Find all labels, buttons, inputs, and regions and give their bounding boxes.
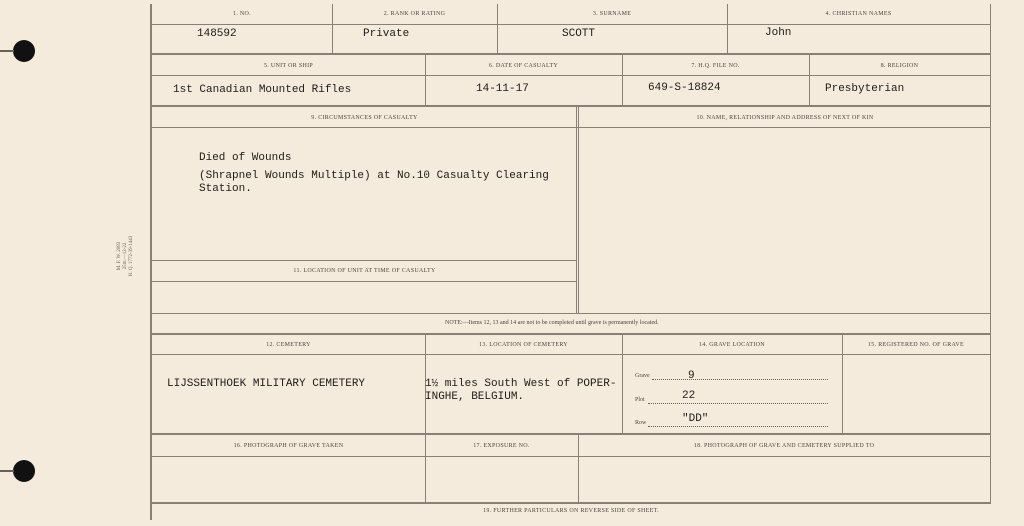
unit-label: 5. UNIT OR SHIP	[263, 63, 314, 69]
row2-mid-rule	[152, 75, 990, 76]
row-value: "DD"	[682, 413, 709, 425]
note-top-rule	[152, 313, 990, 314]
right-border	[990, 4, 991, 504]
row2-bottom-rule	[152, 105, 990, 107]
religion-label: 8. RELIGION	[880, 63, 919, 69]
location-cemetery-label: 13. LOCATION OF CEMETERY	[479, 342, 568, 348]
next-of-kin-label: 10. NAME, RELATIONSHIP AND ADDRESS OF NEXT OF KIN	[696, 115, 874, 121]
hole-stub-top	[0, 50, 14, 52]
row4-header-rule	[152, 354, 990, 355]
file-no-label: 7. H.Q. FILE NO.	[691, 63, 740, 69]
footer-rule	[152, 502, 990, 504]
grave-location-label: 14. GRAVE LOCATION	[699, 342, 765, 348]
plot-dots	[648, 403, 828, 404]
print-line-2: 25m.—12-22	[123, 242, 128, 270]
file-no-value: 649-S-18824	[648, 82, 721, 94]
plot-field-label: Plot	[635, 397, 645, 403]
footer-note: 19. FURTHER PARTICULARS ON REVERSE SIDE OF SHEET.	[483, 508, 659, 514]
rank-label: 2. RANK OR RATING	[383, 11, 446, 17]
photo-taken-label: 16. PHOTOGRAPH OF GRAVE TAKEN	[233, 443, 344, 449]
row5-header-rule	[152, 456, 990, 457]
grave-dots	[652, 379, 828, 380]
service-number: 148592	[197, 28, 237, 40]
grave-field-label: Grave	[635, 373, 650, 379]
no-label: 1. NO.	[233, 11, 251, 17]
row1-bottom-rule	[152, 53, 990, 55]
surname-label: 3. SURNAME	[592, 11, 632, 17]
row3-header-rule	[152, 127, 990, 128]
circumstances-label: 9. CIRCUMSTANCES OF CASUALTY	[311, 115, 418, 121]
registered-no-label: 15. REGISTERED NO. OF GRAVE	[868, 342, 964, 348]
row3-div-double	[576, 107, 577, 313]
photo-supplied-label: 18. PHOTOGRAPH OF GRAVE AND CEMETERY SUPPLIED TO	[693, 443, 875, 449]
date-value: 14-11-17	[476, 83, 529, 95]
religion-value: Presbyterian	[825, 83, 905, 95]
circumstances-line-2: (Shrapnel Wounds Multiple) at No.10 Casualty Clearing Station.	[199, 170, 549, 195]
plot-value: 22	[682, 390, 696, 402]
grave-value: 9	[688, 370, 695, 382]
cemetery-label: 12. CEMETERY	[266, 342, 311, 348]
punch-hole-top	[13, 40, 35, 62]
row4-div-2	[622, 335, 623, 433]
row-dots	[648, 426, 828, 427]
row-field-label: Row	[635, 420, 647, 426]
rank-value: Private	[363, 28, 410, 40]
row1-mid-rule	[152, 24, 990, 25]
note-bottom-rule	[152, 333, 990, 335]
circumstances-line-1: Died of Wounds	[199, 152, 292, 164]
date-label: 6. DATE OF CASUALTY	[488, 63, 559, 69]
surname-value: SCOTT	[562, 28, 596, 40]
row3-div	[578, 107, 579, 313]
row4-bottom-rule	[152, 433, 990, 435]
row4-div-3	[842, 335, 843, 433]
punch-hole-bottom	[13, 460, 35, 482]
cemetery-value: LIJSSENTHOEK MILITARY CEMETERY	[167, 378, 366, 390]
exposure-label: 17. EXPOSURE NO.	[473, 443, 530, 449]
location-unit-top-rule	[152, 260, 577, 261]
christian-names-value: John	[765, 27, 792, 39]
print-line-3: H. Q. 1772-39-1443	[129, 235, 134, 277]
note-text: NOTE:—Items 12, 13 and 14 are not to be completed until grave is permanently located.	[445, 320, 659, 326]
unit-value: 1st Canadian Mounted Rifles	[173, 84, 352, 96]
location-cemetery-value: 1½ miles South West of POPER- INGHE, BELGIUM.	[425, 378, 617, 403]
christian-names-label: 4. CHRISTIAN NAMES	[825, 11, 892, 17]
location-unit-label: 11. LOCATION OF UNIT AT TIME OF CASUALTY	[293, 268, 436, 274]
hole-stub-bottom	[0, 470, 14, 472]
location-unit-header-rule	[152, 281, 577, 282]
print-line-1: M. F. W. 2083	[117, 241, 122, 271]
